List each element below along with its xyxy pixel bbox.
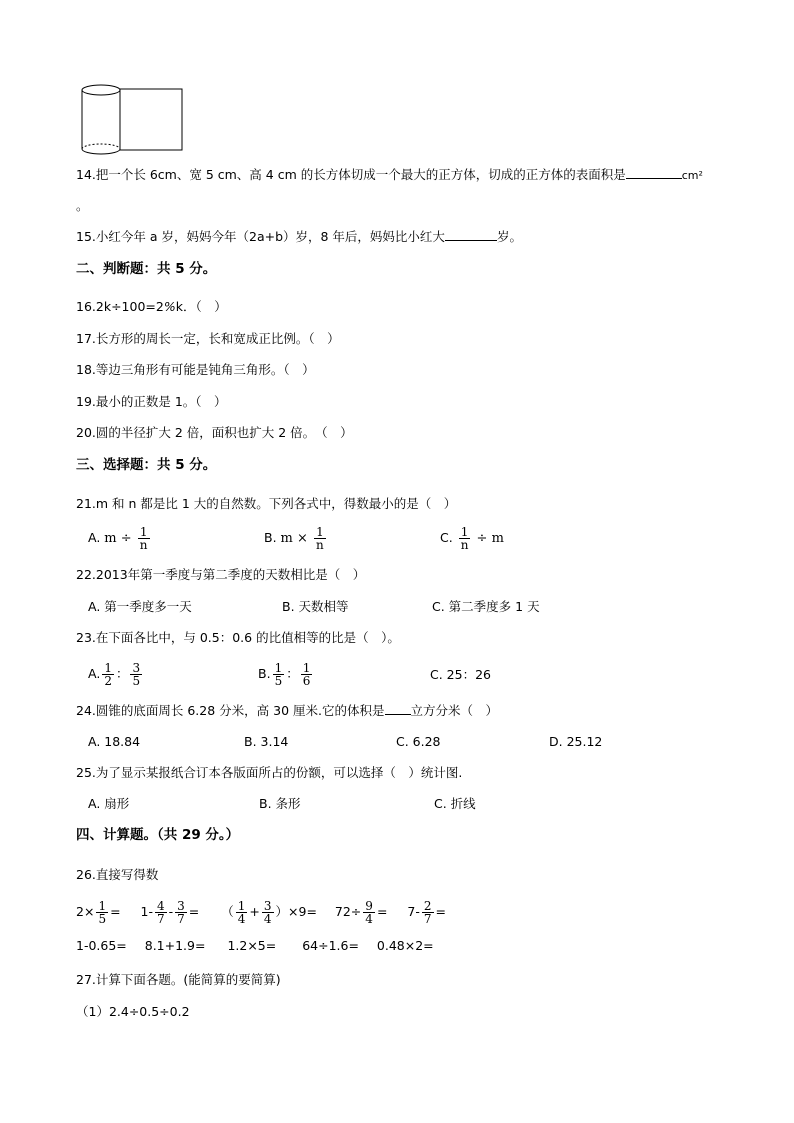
expression: 64÷1.6= [302, 938, 359, 953]
option-24-d: D. 25.12 [549, 734, 603, 749]
question-19: 19.最小的正数是 1。（ ） [76, 394, 227, 409]
fraction: $\frac{1}{n}$ [316, 525, 324, 552]
option-25-c: C. 折线 [434, 796, 476, 811]
expression: 1- $\frac{4}{7}$ - $\frac{3}{7}$ = [140, 899, 200, 926]
option-24-c: C. 6.28 [396, 734, 441, 749]
fraction: $\frac{1}{2}$ [104, 661, 112, 688]
question-16: 16.2k÷100=2%k．（ ） [76, 299, 227, 314]
question-17: 17.长方形的周长一定，长和宽成正比例。（ ） [76, 331, 340, 346]
expression: 1-0.65= [76, 938, 127, 953]
expression: 7- $\frac{2}{7}$ = [407, 899, 446, 926]
fraction: $\frac{2}{7}$ [423, 899, 432, 926]
expression: 1.2×5= [227, 938, 277, 953]
option-22-b: B. 天数相等 [282, 599, 349, 614]
question-14-period: 。 [76, 198, 89, 213]
section-heading-calculation: 四、计算题。（共 29 分。） [76, 827, 240, 843]
option-23-a: A. $\frac{1}{2}$ ： $\frac{3}{5}$ [88, 661, 141, 688]
expression: 8.1+1.9= [144, 938, 206, 953]
question-21: 21.m 和 n 都是比 1 大的自然数。下列各式中，得数最小的是（ ） [76, 496, 457, 511]
cylinder-net-figure [80, 82, 186, 156]
expression: 0.48×2= [376, 938, 434, 953]
option-24-b: B. 3.14 [244, 734, 289, 749]
fraction: $\frac{1}{5}$ [274, 661, 283, 688]
fraction: $\frac{1}{6}$ [302, 661, 311, 688]
option-21-b: B. m × $\frac{1}{n}$ [264, 525, 324, 552]
section-heading-choice: 三、选择题：共 5 分。 [76, 457, 217, 473]
question-18: 18.等边三角形有可能是钝角三角形。（ ） [76, 362, 315, 377]
option-22-c: C. 第二季度多 1 天 [432, 599, 540, 614]
option-24-a: A. 18.84 [88, 734, 141, 749]
question-27-part-1: （1）2.4÷0.5÷0.2 [76, 1004, 190, 1019]
fraction: $\frac{1}{n}$ [139, 525, 148, 552]
answer-blank [445, 240, 497, 241]
question-14: 14.把一个长 6cm、宽 5 cm、高 4 cm 的长方体切成一个最大的正方体，切成的正方体的表面积是 cm² [76, 167, 703, 182]
question-26-row-1 [76, 900, 446, 925]
question-24: 24.圆锥的底面周长 6.28 分米，高 30 厘米.它的体积是 立方分米（ ） [76, 703, 499, 718]
option-21-c: C. $\frac{1}{n}$ ÷ m [440, 525, 504, 552]
section-heading-judgement: 二、判断题：共 5 分。 [76, 261, 217, 277]
answer-blank [626, 178, 682, 179]
question-26: 26.直接写得数 [76, 867, 159, 882]
expression: 2× $\frac{1}{5}$ = [76, 899, 121, 926]
fraction: $\frac{1}{n}$ [460, 525, 469, 552]
question-25: 25.为了显示某报纸合订本各版面所占的份额，可以选择（ ）统计图. [76, 765, 463, 780]
option-25-a: A. 扇形 [88, 796, 130, 811]
option-25-b: B. 条形 [259, 796, 301, 811]
option-23-c: C. 25：26 [430, 667, 491, 682]
answer-blank [385, 714, 411, 715]
fraction: $\frac{3}{7}$ [177, 899, 185, 926]
option-21-a: A. m ÷ $\frac{1}{n}$ [88, 525, 148, 552]
question-26-row-2 [76, 937, 434, 955]
question-27: 27.计算下面各题。(能简算的要简算) [76, 972, 281, 987]
expression: （ $\frac{1}{4}$ + $\frac{3}{4}$ ）×9= [221, 899, 317, 926]
fraction: $\frac{1}{5}$ [98, 899, 107, 926]
expression: 72÷ $\frac{9}{4}$ = [334, 899, 388, 926]
question-20: 20.圆的半径扩大 2 倍，面积也扩大 2 倍。 （ ） [76, 425, 353, 440]
option-23-b: B. $\frac{1}{5}$ ： $\frac{1}{6}$ [258, 661, 311, 688]
fraction: $\frac{1}{4}$ [237, 899, 246, 926]
fraction: $\frac{3}{4}$ [263, 899, 272, 926]
question-23: 23.在下面各比中，与 0.5：0.6 的比值相等的比是（ ）。 [76, 630, 400, 645]
fraction: $\frac{9}{4}$ [365, 899, 373, 926]
fraction: $\frac{3}{5}$ [132, 661, 141, 688]
option-22-a: A. 第一季度多一天 [88, 599, 192, 614]
fraction: $\frac{4}{7}$ [157, 899, 165, 926]
question-22: 22.2013年第一季度与第二季度的天数相比是（ ） [76, 567, 366, 582]
question-15: 15.小红今年 a 岁，妈妈今年（2a+b）岁，8 年后，妈妈比小红大 岁。 [76, 229, 522, 244]
